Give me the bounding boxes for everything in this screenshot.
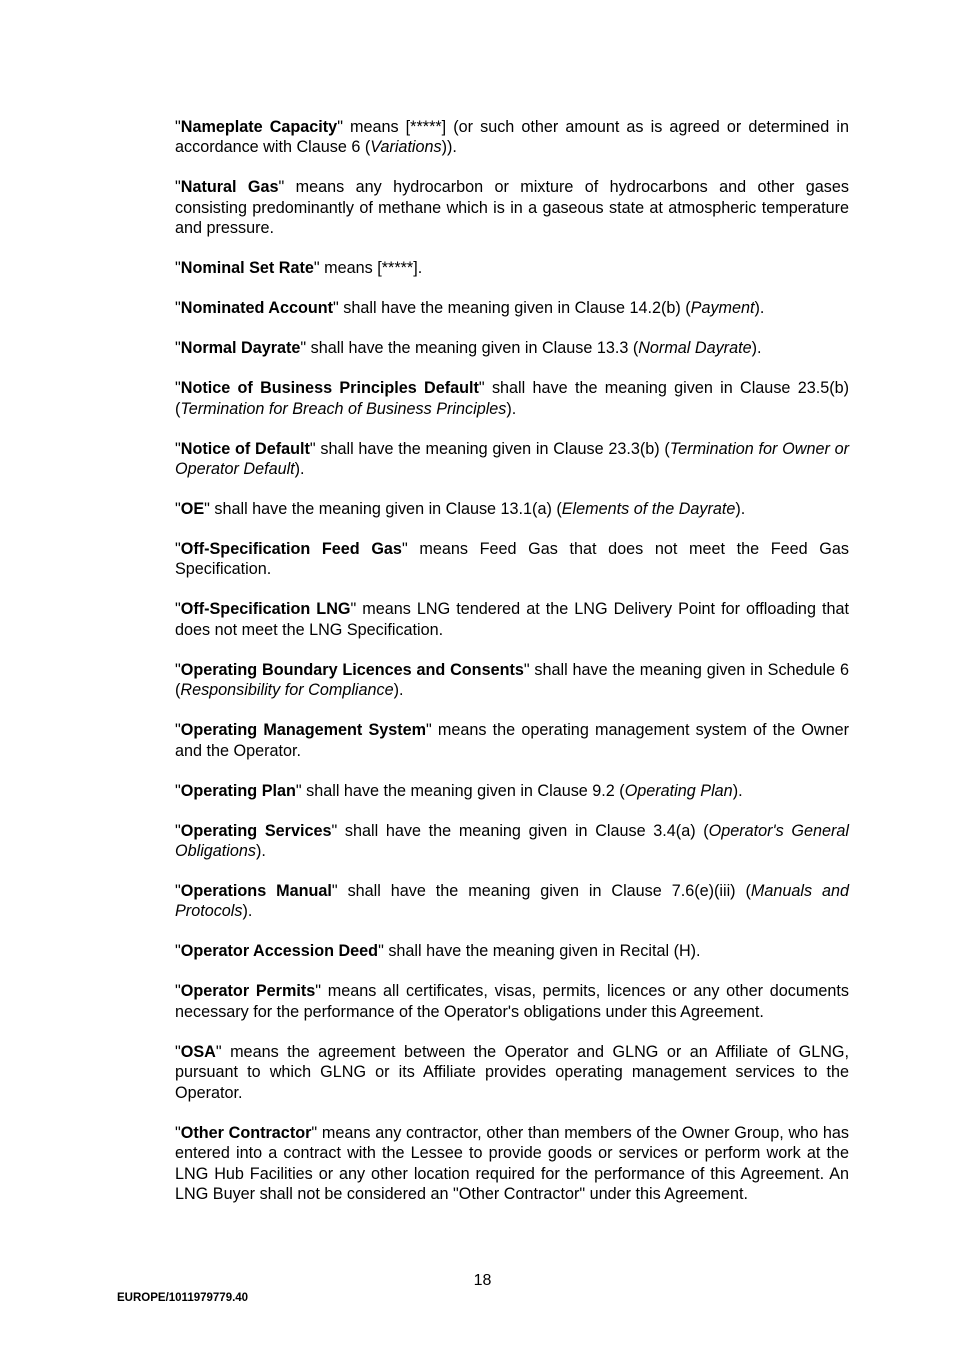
defined-term: Operating Management System <box>180 721 427 740</box>
defined-term: Operating Plan <box>180 781 296 800</box>
definition-text: means [*****]. <box>319 259 423 278</box>
definition-text: ). <box>393 681 404 700</box>
definition-text: means Feed Gas that does not meet the Feed Gas Specification. <box>175 540 849 579</box>
definition-text: means the agreement between the Operator and GLNG or an Affiliate of GLNG, pursuant to which GLNG or its Affiliate provides operating management services to the Operator. <box>175 1042 849 1102</box>
definition-text: shall have the meaning given in Clause 13.3 ( <box>306 339 639 358</box>
definition-paragraph: "Off-Specification Feed Gas" means Feed Gas that does not meet the Feed Gas Specification. <box>175 540 849 579</box>
definition-text: shall have the meaning given in Clause 3.4(a) ( <box>337 821 709 840</box>
definition-paragraph: "Off-Specification LNG" means LNG tendered at the LNG Delivery Point for offloading that does not meet the LNG Specification. <box>175 600 849 639</box>
definition-text: ). <box>256 842 266 861</box>
definition-text: ). <box>294 460 305 479</box>
defined-term: Normal Dayrate <box>180 339 301 358</box>
definition-text: means all certificates, visas, permits, licences or any other documents necessary for the performance of the Operator's obligations under this Agreement. <box>175 982 849 1021</box>
page-number: 18 <box>473 1272 492 1289</box>
definition-paragraph: "Other Contractor" means any contractor, other than members of the Owner Group, who has entered into a contract with the Lessee to provide goods or services or perform work at the LNG Hub Facilities or any other location required for the performance of this Agreement. An LNG Buyer shall not be considered an "Other Contractor" under this Agreement. <box>175 1123 849 1203</box>
definition-text: means LNG tendered at the LNG Delivery Point for offloading that does not meet the LNG Specification. <box>175 600 849 639</box>
definition-paragraph: "Nominal Set Rate" means [*****]. <box>175 259 423 278</box>
definition-text: shall have the meaning given in Clause 23.3(b) ( <box>315 439 670 458</box>
cross-reference-title: Payment <box>690 299 755 318</box>
defined-term: Operations Manual <box>180 882 332 901</box>
definition-text: ). <box>506 399 517 418</box>
definition-text: means the operating management system of the Owner and the Operator. <box>175 721 849 760</box>
definition-text: shall have the meaning given in Clause 13.1(a) ( <box>209 500 562 519</box>
cross-reference-title: Termination for Breach of Business Principles <box>180 399 507 418</box>
definition-paragraph: "Operating Management System" means the operating management system of the Owner and the Operator. <box>175 721 849 760</box>
definition-text: )). <box>441 138 457 157</box>
definition-text: ). <box>754 299 765 318</box>
defined-term: Operator Permits <box>180 982 316 1001</box>
defined-term: Other Contractor <box>180 1123 312 1142</box>
defined-term: Off-Specification LNG <box>180 600 351 619</box>
cross-reference-title: Operating Plan <box>624 781 733 800</box>
cross-reference-title: Responsibility for Compliance <box>180 681 394 700</box>
definition-text: shall have the meaning given in Recital (H). <box>383 942 701 961</box>
defined-term: Notice of Default <box>180 439 310 458</box>
defined-term: Notice of Business Principles Default <box>180 379 479 398</box>
definition-paragraph: "Natural Gas" means any hydrocarbon or mixture of hydrocarbons and other gases consisting predominantly of methane which is in a gaseous state at atmospheric temperature and pressure. <box>175 178 849 238</box>
definition-text: shall have the meaning given in Clause 9.2 ( <box>301 781 625 800</box>
definition-paragraph: "Operator Permits" means all certificates, visas, permits, licences or any other documents necessary for the performance of the Operator's obligations under this Agreement. <box>175 982 849 1021</box>
definitions-list <box>175 117 849 1224</box>
definition-text: ). <box>751 339 762 358</box>
cross-reference-title: Operator's General Obligations <box>175 821 849 861</box>
definition-text: shall have the meaning given in Clause 7.6(e)(iii) ( <box>337 882 751 901</box>
cross-reference-title: Elements of the Dayrate <box>561 500 736 519</box>
defined-term: Operating Services <box>180 821 332 840</box>
definition-text: means any contractor, other than members of the Owner Group, who has entered into a contract with the Lessee to provide goods or services or perform work at the LNG Hub Facilities or any other location required for the performance of this Agreement. An LNG Buyer shall not be considered an "Other Contractor" under this Agreement. <box>175 1123 849 1203</box>
cross-reference-title: Termination for Owner or Operator Default <box>175 439 849 479</box>
defined-term: Natural Gas <box>180 178 279 197</box>
defined-term: OSA <box>180 1042 216 1061</box>
definition-paragraph: "Notice of Business Principles Default" shall have the meaning given in Clause 23.5(b) (Termination for Breach of Business Principles). <box>175 379 849 418</box>
definition-text: shall have the meaning given in Clause 23.5(b) ( <box>175 379 849 418</box>
cross-reference-title: Normal Dayrate <box>638 339 752 358</box>
definition-text: ). <box>732 781 743 800</box>
document-reference: EUROPE/1011979779.40 <box>117 1292 249 1304</box>
definition-paragraph: "Operating Boundary Licences and Consents" shall have the meaning given in Schedule 6 (Responsibility for Compliance). <box>175 660 849 700</box>
definition-text: shall have the meaning given in Clause 14.2(b) ( <box>338 299 691 318</box>
cross-reference-title: Variations <box>370 138 442 157</box>
definition-paragraph: "Nominated Account" shall have the meaning given in Clause 14.2(b) (Payment). <box>175 299 765 318</box>
definition-paragraph: "OSA" means the agreement between the Operator and GLNG or an Affiliate of GLNG, pursuant to which GLNG or its Affiliate provides operating management services to the Operator. <box>175 1042 849 1102</box>
definition-text: means [*****] (or such other amount as is agreed or determined in accordance with Clause 6 ( <box>175 118 849 157</box>
definition-paragraph: "Operating Services" shall have the meaning given in Clause 3.4(a) (Operator's General Obligations). <box>175 821 849 861</box>
definition-paragraph: "Operator Accession Deed" shall have the meaning given in Recital (H). <box>175 942 701 961</box>
defined-term: OE <box>180 500 205 519</box>
defined-term: Operator Accession Deed <box>180 942 379 961</box>
definition-text: ). <box>735 500 746 519</box>
definition-paragraph: "OE" shall have the meaning given in Clause 13.1(a) (Elements of the Dayrate). <box>175 500 746 519</box>
definition-paragraph: "Operating Plan" shall have the meaning given in Clause 9.2 (Operating Plan). <box>175 781 743 800</box>
definition-text: shall have the meaning given in Schedule 6 ( <box>175 660 849 700</box>
defined-term: Off-Specification Feed Gas <box>180 540 402 559</box>
defined-term: Nominal Set Rate <box>180 259 314 278</box>
defined-term: Operating Boundary Licences and Consents <box>180 660 524 679</box>
defined-term: Nominated Account <box>180 299 334 318</box>
definition-paragraph: "Notice of Default" shall have the meaning given in Clause 23.3(b) (Termination for Owner or Operator Default). <box>175 439 849 479</box>
definition-paragraph: "Operations Manual" shall have the meaning given in Clause 7.6(e)(iii) (Manuals and Protocols). <box>175 882 849 921</box>
definition-text: ). <box>242 902 253 921</box>
cross-reference-title: Manuals and Protocols <box>175 882 849 921</box>
definition-text: means any hydrocarbon or mixture of hydrocarbons and other gases consisting predominantly of methane which is in a gaseous state at atmospheric temperature and pressure. <box>175 178 849 238</box>
defined-term: Nameplate Capacity <box>180 118 338 136</box>
definition-paragraph: "Nameplate Capacity" means [*****] (or such other amount as is agreed or determined in accordance with Clause 6 (Variations)). <box>175 118 849 157</box>
definition-paragraph: "Normal Dayrate" shall have the meaning given in Clause 13.3 (Normal Dayrate). <box>175 339 762 358</box>
